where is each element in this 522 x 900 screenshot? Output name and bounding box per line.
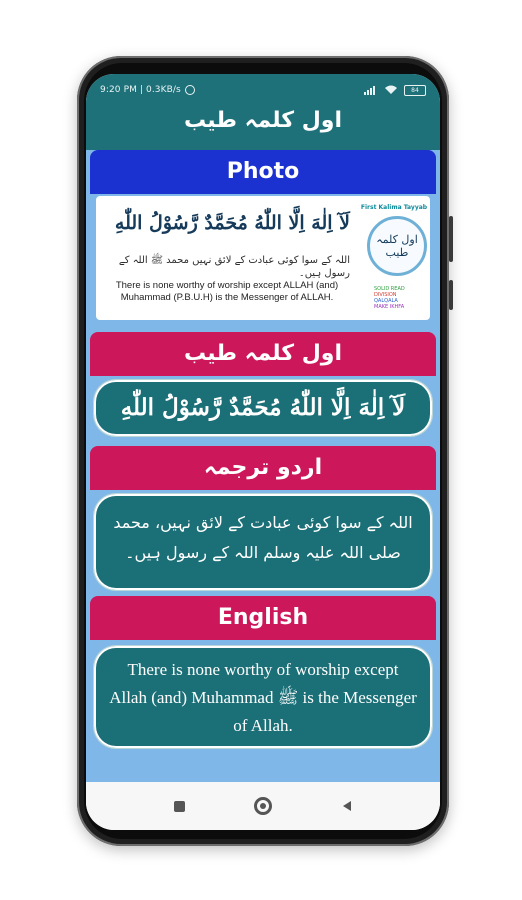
screen: [86, 74, 440, 830]
legend-item: QALQALA: [374, 298, 398, 304]
image-arabic-text: لَآ اِلٰهَ اِلَّا اللّٰهُ مُحَمَّدٌ رَّسُوْلُ اللّٰهِ: [114, 212, 350, 234]
english-translation-card[interactable]: [94, 646, 432, 748]
circle-icon: [254, 797, 272, 815]
kalima-image[interactable]: [96, 196, 430, 320]
wifi-icon: [384, 85, 398, 95]
image-english-text: There is none worthy of worship except ALLAH (and) Muhammad (P.B.U.H) is the Messenger of ALLAH.: [115, 280, 339, 303]
english-section-header: English: [90, 596, 436, 640]
legend-item: DIVISION: [374, 292, 397, 298]
image-circle-badge: اول کلمہ طیب: [367, 216, 427, 276]
legend-item: MAKE IKHFA: [374, 304, 405, 310]
volume-button: [449, 216, 453, 262]
app-bar: [86, 74, 440, 150]
status-bar: [100, 82, 426, 98]
content-area[interactable]: [86, 150, 440, 782]
recents-button[interactable]: [170, 797, 188, 815]
status-time: 9:20 PM | 0.3KB/s: [100, 85, 181, 95]
image-urdu-text: اللہ کے سوا کوئی عبادت کے لائق نہیں محمد ﷺ اللہ کے رسول ہیں۔: [118, 255, 350, 279]
english-translation-text: There is none worthy of worship except Allah (and) Muhammad ﷺ is the Messenger of Allah.: [109, 660, 417, 735]
legend-item: SOLID READ: [374, 286, 405, 292]
urdu-section-header: اردو ترجمہ: [90, 446, 436, 490]
photo-section-header: Photo: [90, 150, 436, 194]
image-side-title: First Kalima Tayyab: [360, 204, 428, 211]
whatsapp-icon: [185, 85, 195, 95]
navigation-bar: [86, 782, 440, 830]
arabic-section-header: اول کلمہ طیب: [90, 332, 436, 376]
urdu-translation-text: اللہ کے سوا کوئی عبادت کے لائق نہیں، محمد صلی اللہ علیہ وسلم اللہ کے رسول ہیں۔: [113, 513, 413, 562]
arabic-kalima-text: لَآ اِلٰهَ اِلَّا اللّٰهُ مُحَمَّدٌ رَّسُوْلُ اللّٰهِ: [120, 394, 406, 421]
urdu-translation-card[interactable]: [94, 494, 432, 590]
back-triangle-icon: [341, 800, 353, 812]
signal-icon: [364, 85, 378, 95]
page-title: اول کلمہ طیب: [183, 108, 343, 133]
arabic-kalima-card[interactable]: [94, 380, 432, 436]
back-button[interactable]: [338, 797, 356, 815]
battery-icon: 84: [404, 85, 426, 96]
square-icon: [174, 801, 185, 812]
power-button: [449, 280, 453, 310]
image-legend: [374, 286, 438, 310]
home-button[interactable]: [254, 797, 272, 815]
